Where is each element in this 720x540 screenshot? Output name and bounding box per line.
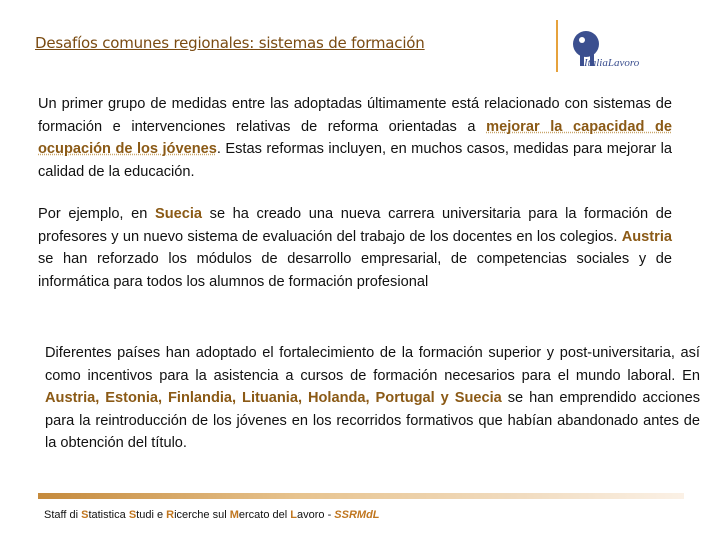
footer-divider-bar: [38, 493, 684, 499]
slide-title: Desafíos comunes regionales: sistemas de formación: [35, 34, 425, 52]
logo-divider: [556, 20, 558, 72]
paragraph-3: [45, 342, 700, 455]
footer-part: SSRMdL: [334, 509, 380, 521]
footer-part: avoro -: [297, 509, 335, 521]
footer-part: S: [81, 509, 89, 521]
paragraph-1-text-b: . Estas reformas incluyen, en muchos casos, medidas para mejorar la calidad de la educación.: [38, 141, 672, 180]
footer-credit: [44, 509, 380, 521]
footer-part: Staff di: [44, 509, 82, 521]
footer-part: tatistica: [88, 509, 129, 521]
footer-part: M: [229, 509, 239, 521]
paragraph-2: [38, 203, 672, 293]
highlight-suecia: Suecia: [154, 206, 203, 222]
paragraph-1: [38, 93, 672, 183]
paragraph-3-text-b: se han emprendido acciones para la reintroducción de los jóvenes en los recorridos formativos que habían abandonado antes de la obtención del título.: [45, 390, 701, 452]
footer-part: tudi e: [136, 509, 167, 521]
footer-part: L: [290, 509, 297, 521]
highlight-employability: mejorar la capacidad de ocupación de los jóvenes: [38, 118, 672, 158]
paragraph-3-text-a: Diferentes países han adoptado el fortalecimiento de la formación superior y post-universitaria, así como incentivos para la asistencia a cursos de formación necesarios para el mundo laboral. En: [45, 345, 700, 384]
paragraph-2-text-c: se han reforzado los módulos de desarrollo empresarial, de competencias sociales y de informática para todos los alumnos de formación profesional: [38, 251, 672, 290]
paragraph-1-text-a: Un primer grupo de medidas entre las adoptadas últimamente está relacionado con sistemas de formación e intervenciones relativas de reforma orientadas a: [38, 96, 672, 135]
footer-part: icerche sul: [174, 509, 230, 521]
footer-part: R: [166, 509, 175, 521]
highlight-countries: Austria, Estonia, Finlandia, Lituania, Holanda, Portugal y Suecia: [45, 390, 502, 407]
paragraph-2-text-a: Por ejemplo, en: [38, 206, 155, 222]
italialavoro-logo: [566, 26, 666, 72]
highlight-austria: Austria: [621, 228, 672, 245]
paragraph-2-text-b: se ha creado una nueva carrera universitaria para la formación de profesores y un nuevo sistema de evaluación del trabajo de los docentes en los colegios.: [38, 206, 672, 245]
logo-brand-text: ItaliaLavoro: [584, 57, 640, 69]
footer-part: S: [128, 509, 137, 521]
footer-part: ercato del: [238, 509, 291, 521]
